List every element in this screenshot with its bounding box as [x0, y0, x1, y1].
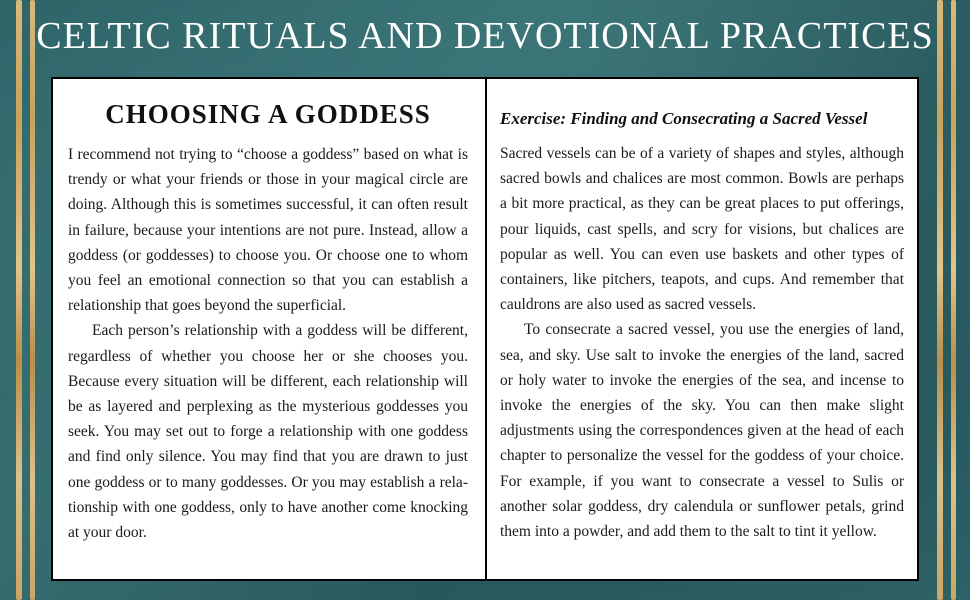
left-paragraph-2: Each person’s relationship with a goddess will be different, regardless of whether you choose her or she chooses you. Because every situation will be different, each relationship will be as layered and perplexing as the mysterious goddesses you seek. You may set out to forge a relationship with one goddess and find only silence. You may find that you are drawn to just one goddess or to many goddesses. Or you may establish a relationship with one goddess, only to have another come knocking at your door. — [68, 322, 468, 542]
section-heading-choosing-a-goddess: CHOOSING A GODDESS — [105, 99, 431, 129]
right-paragraph-1: Sacred vessels can be of a variety of shapes and styles, although sacred bowls and chalices are most common. Bowls are perhaps a bit more practical, as they can be great places to put offerings, pour liquids, cast spells, and scry for visions, but chalices are popular as well. You can even use baskets and other types of containers, like pitchers, teapots, and cups. And remember that cauldrons are also used as sacred vessels. — [500, 145, 904, 314]
content-panel — [51, 77, 919, 581]
left-paragraph-1: I recommend not trying to “choose a goddess” based on what is trendy or what your friends or those in your magical circle are doing. Although this is sometimes successful, it can often result in failure, because your intentions are not pure. Instead, allow a goddess (or goddesses) to choose you. Or choose one to whom you feel an emotional connection so that you can establish a relationship that goes beyond the superficial. — [68, 146, 468, 315]
exercise-heading: Exercise: Finding and Consecrating a Sacred Vessel — [500, 109, 868, 128]
right-paragraph-2: To consecrate a sacred vessel, you use the energies of land, sea, and sky. Use salt to invoke the energies of the land, sacred or holy water to invoke the energies of the sea, and incense to invoke the energies of the sky. You can then make slight adjustments using the correspondences given at the head of each chapter to personalize the vessel for the goddess of your choice. For example, if you want to consecrate a vessel to Sulis or another solar goddess, dry calendula or sunflower petals, grind them into a powder, and add them to the salt to tint it yellow. — [500, 321, 904, 541]
page-title: CELTIC RITUALS AND DEVOTIONAL PRACTICES — [36, 15, 934, 57]
right-column — [487, 79, 917, 579]
gold-trim-left-inner — [30, 0, 35, 600]
gold-trim-right-inner — [937, 0, 943, 600]
gold-trim-right-outer — [951, 0, 956, 600]
left-column — [53, 79, 485, 579]
gold-trim-left-outer — [16, 0, 22, 600]
